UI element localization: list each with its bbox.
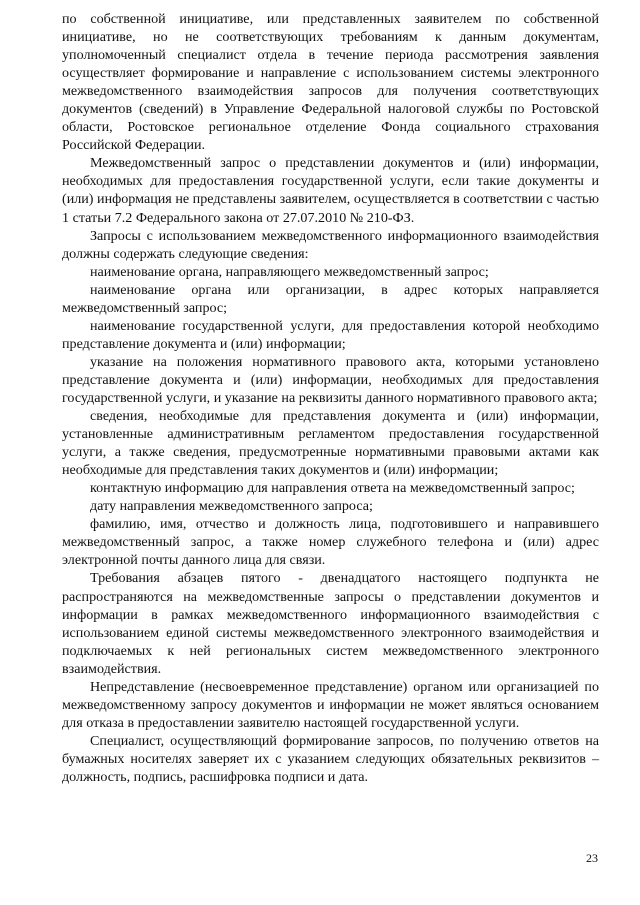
list-item-responsible-person: фамилию, имя, отчество и должность лица, подготовившего и направившего межведомственный запрос, а также номер служебного телефона и (или) адрес электронной почты данного лица для связи. xyxy=(62,516,599,569)
page-number: 23 xyxy=(586,851,598,865)
body-text xyxy=(62,10,599,786)
paragraph-interagency-request: Межведомственный запрос о представлении документов и (или) информации, необходимых для предоставления государственной услуги, если такие документы и (или) информация не представлены заявителем, осуществляется в соответствии с частью 1 статьи 7.2 Федерального закона от 27.07.2010 № 210-ФЗ. xyxy=(62,155,599,226)
list-item-legal-act: указание на положения нормативного правового акта, которыми установлено представление документа и (или) информации, необходимых для предоставления государственной услуги, и указание на реквизиты данного нормативного правового акта; xyxy=(62,353,599,406)
paragraph-certification: Специалист, осуществляющий формирование запросов, по получению ответов на бумажных носителях заверяет их с указанием следующих обязательных реквизитов – должность, подпись, расшифровка подписи и дата. xyxy=(62,732,599,785)
list-item-request-date: дату направления межведомственного запроса; xyxy=(90,498,373,515)
paragraph-continuation: по собственной инициативе, или представленных заявителем по собственной инициативе, но не соответствующих требованиям к данным документам, уполномоченный специалист отдела в течение периода рассмотрения заявления осуществляет формирование и направление с использованием системы электронного межведомственного взаимодействия запросов для получения соответствующих документов (сведений) в Управление Федеральной налоговой службы по Ростовской области, Ростовское региональное отделение Фонда социального страхования Российской Федерации. xyxy=(62,11,599,154)
paragraph-exceptions: Требования абзацев пятого - двенадцатого настоящего подпункта не распространяются на межведомственные запросы о представлении документов и информации в рамках межведомственного информационного взаимодействия с использованием единой системы межведомственного электронного взаимодействия и подключаемых к ней региональных систем межведомственного электронного взаимодействия. xyxy=(62,570,599,677)
paragraph-non-submission: Непредставление (несвоевременное представление) органом или организацией по межведомственному запросу документов и информации не может являться основанием для отказа в предоставлении заявителю настоящей государственной услуги. xyxy=(62,678,599,731)
list-item-contact-info: контактную информацию для направления ответа на межведомственный запрос; xyxy=(90,480,575,497)
list-item-required-info: сведения, необходимые для представления документа и (или) информации, установленные административным регламентом предоставления государственной услуги, а также сведения, предусмотренные нормативными правовыми актами как необходимые для представления таких документов и (или) информации; xyxy=(62,408,599,479)
paragraph-request-contents-intro: Запросы с использованием межведомственного информационного взаимодействия должны содержать следующие сведения: xyxy=(62,227,599,262)
list-item-requesting-body: наименование органа, направляющего межведомственный запрос; xyxy=(90,263,489,280)
list-item-recipient-body: наименование органа или организации, в адрес которых направляется межведомственный запрос; xyxy=(62,281,599,316)
list-item-service-name: наименование государственной услуги, для предоставления которой необходимо представление документа и (или) информации; xyxy=(62,317,599,352)
